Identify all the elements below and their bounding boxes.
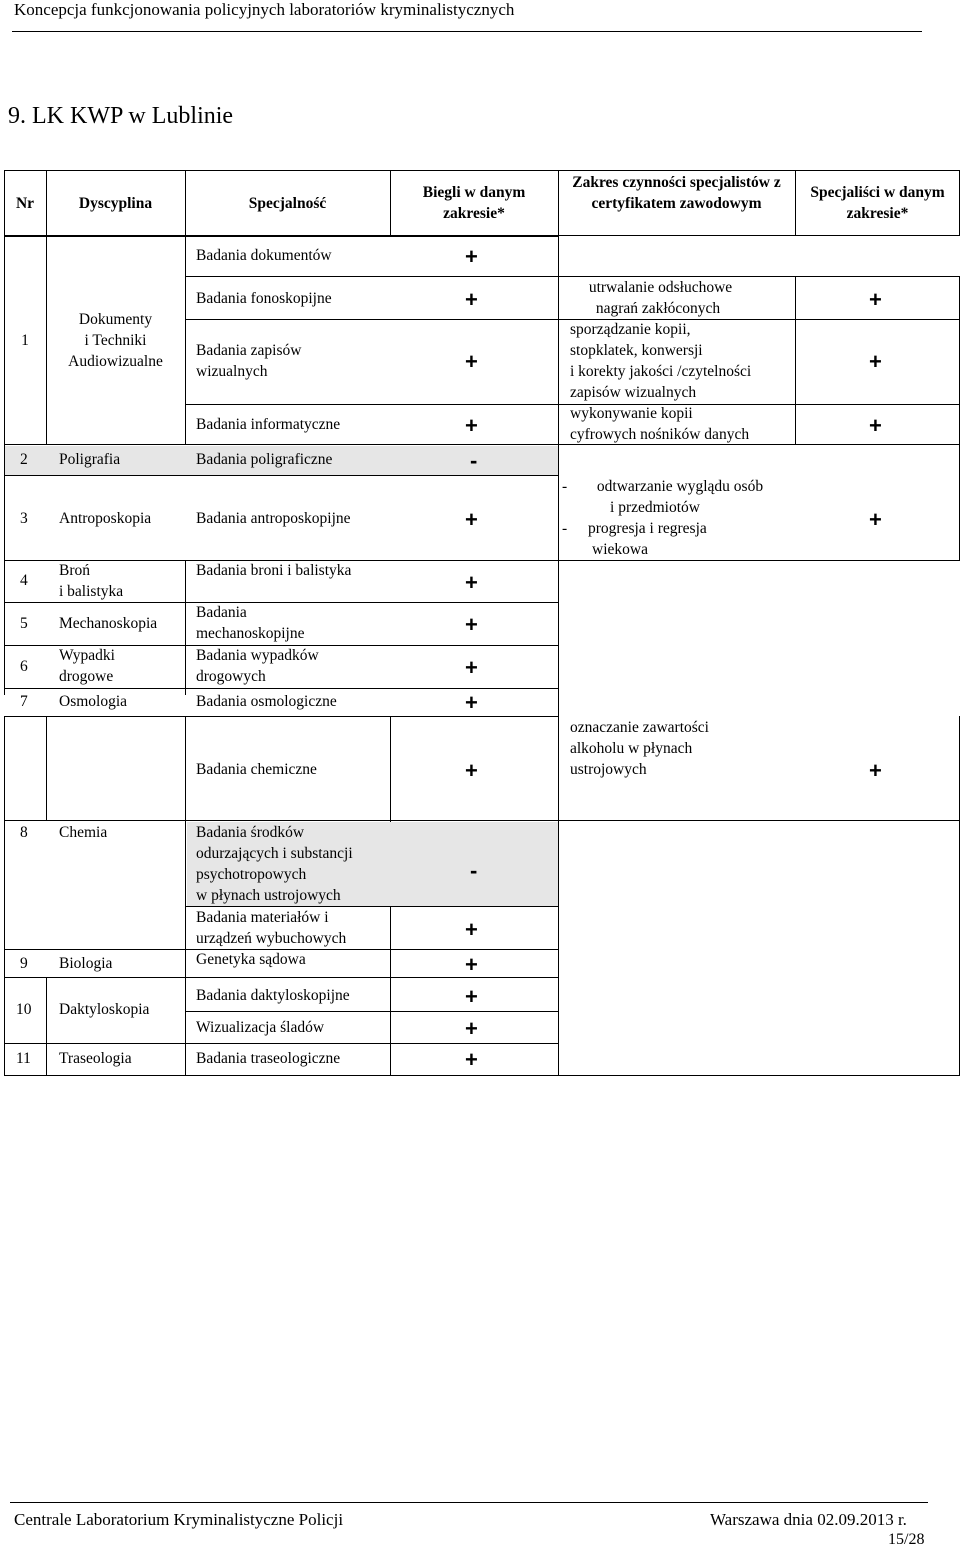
specj-informatyczne: + <box>869 413 882 438</box>
row3-specj: + <box>869 507 882 532</box>
row6-nr: 6 <box>20 658 28 675</box>
footer-page-number: 15/28 <box>888 1531 925 1548</box>
col-header-zakres: Zakres czynności specjalistów z certyfikatem zawodowym <box>572 174 781 212</box>
zakres-fonoskopijne-2: nagrań zakłóconych <box>595 300 721 317</box>
row10-nr: 10 <box>16 1001 32 1018</box>
row5-biegli: + <box>465 612 478 637</box>
col-header-specjalnosc: Specjalność <box>248 195 327 212</box>
zakres-informatyczne-1: wykonywanie kopii <box>570 405 693 422</box>
row6-disc-line2: drogowe <box>59 668 114 685</box>
col-header-nr: Nr <box>15 195 35 212</box>
chem-biegli-chemiczne: + <box>465 758 478 783</box>
biegli-informatyczne: + <box>465 413 478 438</box>
row9-spec: Genetyka sądowa <box>196 951 306 968</box>
row6-disc-line1: Wypadki <box>59 647 115 664</box>
row3-nr: 3 <box>20 510 28 527</box>
chem-spec-materialow-2: urządzeń wybuchowych <box>196 930 347 947</box>
row7-spec: Badania osmologiczne <box>196 693 337 710</box>
row5-spec-line1: Badania <box>196 604 247 621</box>
zakres-zapisow-4: zapisów wizualnych <box>570 384 697 401</box>
row9-nr: 9 <box>20 955 28 972</box>
chem-spec-srodkow-3: psychotropowych <box>196 866 307 883</box>
footer-date: Warszawa dnia 02.09.2013 r. <box>710 1510 907 1529</box>
row10-biegli-wizualizacja: + <box>465 1016 478 1041</box>
row4-nr: 4 <box>20 572 28 589</box>
row11-disc: Traseologia <box>59 1050 132 1067</box>
chem-spec-materialow-1: Badania materiałów i <box>196 909 329 926</box>
row1-disc-line3: Audiowizualne <box>68 353 163 370</box>
spec-badania-fonoskopijne: Badania fonoskopijne <box>196 290 332 307</box>
spec-badania-informatyczne: Badania informatyczne <box>196 416 341 433</box>
zakres-informatyczne-2: cyfrowych nośników danych <box>570 426 750 443</box>
row8-disc: Chemia <box>59 824 108 841</box>
spec-zapisow-line1: Badania zapisów <box>196 342 302 359</box>
col-header-specjalisci: Specjaliści w danym zakresie* <box>810 184 945 222</box>
row10-biegli-daktyloskopijne: + <box>465 984 478 1009</box>
col-header-dyscyplina: Dyscyplina <box>78 195 153 212</box>
row3-zakres-item2-line2: wiekowa <box>592 541 648 558</box>
row2-spec: Badania poligraficzne <box>196 451 333 468</box>
row1-disc-line1: Dokumenty <box>78 311 153 328</box>
zakres-zapisow-3: i korekty jakości /czytelności <box>570 363 752 380</box>
col-header-biegli: Biegli w danym zakresie* <box>422 184 526 222</box>
row7-disc: Osmologia <box>59 693 128 710</box>
row3-zakres-item1-line2: i przedmiotów <box>610 499 700 516</box>
row3-biegli: + <box>465 507 478 532</box>
chem-biegli-srodkow: - <box>470 858 478 883</box>
row10-spec-daktyloskopijne: Badania daktyloskopijne <box>196 987 350 1004</box>
row4-disc-line1: Broń <box>59 562 90 579</box>
spec-badania-dokumentow: Badania dokumentów <box>196 247 332 264</box>
row9-biegli: + <box>465 952 478 977</box>
biegli-fonoskopijne: + <box>465 287 478 312</box>
row4-biegli: + <box>465 570 478 595</box>
chem-zakres-3: ustrojowych <box>570 761 647 778</box>
row2-nr: 2 <box>20 451 28 468</box>
chem-spec-srodkow-4: w płynach ustrojowych <box>196 887 341 904</box>
row5-spec-line2: mechanoskopijne <box>196 625 305 642</box>
chem-specj: + <box>869 758 882 783</box>
biegli-dokumentow: + <box>465 244 478 269</box>
chem-spec-chemiczne: Badania chemiczne <box>196 761 317 778</box>
lab-table: Nr Dyscyplina Specjalność Biegli w danym zakresie* Zakres czynności specjalistów z certyfikatem zawodowym Specjaliści w danym zakresie* 1 Dokumenty i Techniki Audiowizualne Badania dokumentów + Badania fonoskopijne + utrwalanie odsłuchowe nagrań zakłóconych + Badania zapisów wizualnych + sporządzanie kopii, stopklatek, konwersji i korekty jakości /czytelności zapisów wizualnych + Badania informatyczne + wykonywanie kopii cyfrowych nośników danych + 2 Poligrafia Badania poligraficzne - 3 Antroposkopia Badania antroposkopijne + - odtwarzanie wyglądu osób i przedmiotów - progresja i regresja wiekowa + 4 Broń i balistyka Badania broni i balistyka + 5 Mechanoskopia Badania mechanoskopijne + 6 Wypadki drogowe Badania wypadków drogowych + 7 Osmologia Badania osmologiczne + Badania chemiczne + oznaczanie zawartości alkoholu w płynach ustrojowych + 8 Chemia Badania środków odurzających i substancji psychotropowych w płynach ustrojowych - Badania materiałów i urządzeń wybuchowych + 9 Biologia Genetyka sądowa + 10 Daktyloskopia Badania daktyloskopijne + Wizualizacja śladów + 11 Traseologia Badania traseologiczne + <box>0 0 960 1548</box>
row11-nr: 11 <box>16 1050 31 1067</box>
row1-disc-line2: i Techniki <box>84 332 147 349</box>
row1-nr: 1 <box>21 332 29 349</box>
footer-rule <box>10 1502 928 1503</box>
row2-disc: Poligrafia <box>59 451 121 468</box>
row5-nr: 5 <box>20 615 28 632</box>
row4-disc-line2: i balistyka <box>59 583 124 600</box>
running-header: Koncepcja funkcjonowania policyjnych laboratoriów kryminalistycznych <box>14 0 515 19</box>
specj-fonoskopijne: + <box>869 287 882 312</box>
chem-zakres-1: oznaczanie zawartości <box>570 719 709 736</box>
row3-zakres-item2-line1: progresja i regresja <box>588 520 707 537</box>
row3-disc: Antroposkopia <box>59 510 152 527</box>
zakres-fonoskopijne-1: utrwalanie odsłuchowe <box>588 279 733 296</box>
row11-biegli: + <box>465 1047 478 1072</box>
footer-organization: Centrale Laboratorium Kryminalistyczne Policji <box>14 1510 344 1529</box>
chem-biegli-materialow: + <box>465 917 478 942</box>
row8-nr: 8 <box>20 824 28 841</box>
row3-spec: Badania antroposkopijne <box>196 510 351 527</box>
specj-zapisow: + <box>869 349 882 374</box>
row7-nr: 7 <box>20 693 28 710</box>
row10-disc: Daktyloskopia <box>59 1001 150 1018</box>
row6-spec-line1: Badania wypadków <box>196 647 319 664</box>
row6-biegli: + <box>465 655 478 680</box>
section-title: 9. LK KWP w Lublinie <box>8 103 234 129</box>
biegli-zapisow: + <box>465 349 478 374</box>
zakres-zapisow-2: stopklatek, konwersji <box>570 342 703 359</box>
row7-biegli: + <box>465 690 478 715</box>
row10-spec-wizualizacja: Wizualizacja śladów <box>196 1019 325 1036</box>
chem-spec-srodkow-1: Badania środków <box>196 824 305 841</box>
row3-zakres-item1-line1: odtwarzanie wyglądu osób <box>596 478 764 495</box>
chem-spec-srodkow-2: odurzających i substancji <box>196 845 353 862</box>
zakres-zapisow-1: sporządzanie kopii, <box>570 321 691 338</box>
spec-zapisow-line2: wizualnych <box>196 363 268 380</box>
row5-disc: Mechanoskopia <box>59 615 158 632</box>
row9-disc: Biologia <box>59 955 113 972</box>
row6-spec-line2: drogowych <box>196 668 266 685</box>
row11-spec: Badania traseologiczne <box>196 1050 341 1067</box>
chem-zakres-2: alkoholu w płynach <box>570 740 693 757</box>
row2-biegli: - <box>470 448 478 473</box>
row4-spec: Badania broni i balistyka <box>196 562 352 579</box>
